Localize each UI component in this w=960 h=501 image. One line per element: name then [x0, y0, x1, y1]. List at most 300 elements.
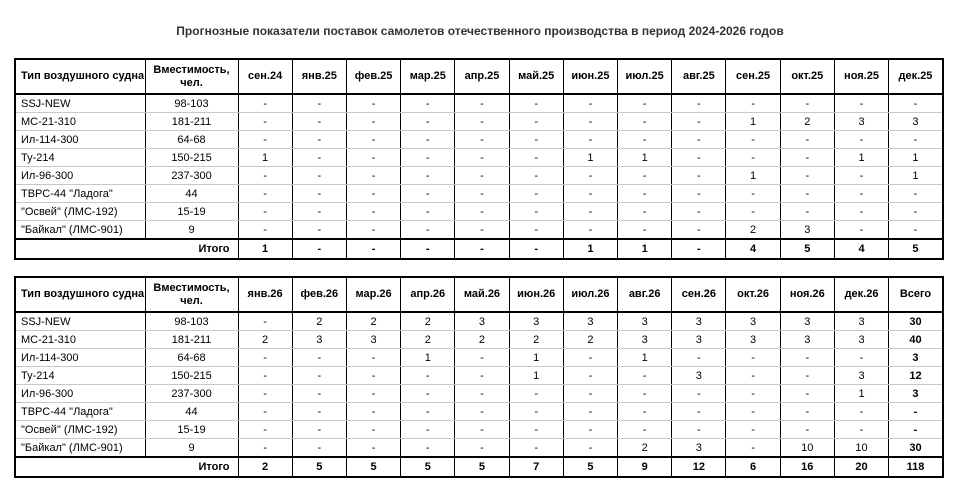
capacity-cell: 237-300: [145, 167, 238, 185]
aircraft-type-cell: МС-21-310: [15, 113, 145, 131]
value-cell: 3: [780, 331, 834, 349]
value-cell: 1: [889, 167, 943, 185]
value-cell: 3: [834, 331, 888, 349]
totals-row: [15, 457, 943, 477]
value-cell: 2: [401, 331, 455, 349]
header-row: [15, 277, 943, 312]
value-cell: -: [401, 439, 455, 458]
aircraft-type-cell: SSJ-NEW: [15, 312, 145, 331]
value-cell: -: [672, 221, 726, 240]
table-row: [15, 421, 943, 439]
value-cell: -: [455, 113, 509, 131]
value-cell: -: [346, 203, 400, 221]
table-row: [15, 203, 943, 221]
header-month: окт.25: [780, 59, 834, 94]
value-cell: -: [455, 421, 509, 439]
value-cell: -: [346, 385, 400, 403]
value-cell: -: [238, 131, 292, 149]
header-month: сен.25: [726, 59, 780, 94]
value-cell: -: [780, 185, 834, 203]
value-cell: -: [618, 94, 672, 113]
table-row: [15, 113, 943, 131]
header-row: [15, 59, 943, 94]
value-cell: -: [401, 385, 455, 403]
header-month: ноя.26: [780, 277, 834, 312]
total-cell: 6: [726, 457, 780, 477]
value-cell: -: [346, 94, 400, 113]
value-cell: -: [238, 221, 292, 240]
value-cell: 3: [834, 367, 888, 385]
value-cell: -: [509, 113, 563, 131]
value-cell: -: [726, 385, 780, 403]
header-month: апр.25: [455, 59, 509, 94]
value-cell: -: [618, 367, 672, 385]
value-cell: -: [346, 167, 400, 185]
table-row: [15, 131, 943, 149]
value-cell: -: [401, 131, 455, 149]
total-cell: 1: [238, 239, 292, 259]
value-cell: -: [672, 131, 726, 149]
value-cell: -: [726, 203, 780, 221]
row-total-cell: 3: [889, 349, 943, 367]
value-cell: -: [726, 149, 780, 167]
total-cell: 9: [618, 457, 672, 477]
total-cell: -: [455, 239, 509, 259]
value-cell: 1: [509, 349, 563, 367]
value-cell: -: [401, 167, 455, 185]
value-cell: -: [346, 367, 400, 385]
total-cell: -: [292, 239, 346, 259]
value-cell: -: [834, 421, 888, 439]
value-cell: -: [563, 167, 617, 185]
value-cell: -: [401, 203, 455, 221]
value-cell: -: [563, 94, 617, 113]
value-cell: 2: [455, 331, 509, 349]
value-cell: 10: [834, 439, 888, 458]
total-cell: 5: [455, 457, 509, 477]
value-cell: -: [292, 149, 346, 167]
capacity-cell: 44: [145, 403, 238, 421]
value-cell: -: [889, 94, 943, 113]
value-cell: -: [509, 385, 563, 403]
value-cell: 2: [726, 221, 780, 240]
total-cell: 5: [780, 239, 834, 259]
value-cell: -: [618, 421, 672, 439]
value-cell: -: [401, 403, 455, 421]
value-cell: -: [618, 113, 672, 131]
value-cell: -: [618, 185, 672, 203]
header-month: апр.26: [401, 277, 455, 312]
header-month: фев.26: [292, 277, 346, 312]
header-month: май.26: [455, 277, 509, 312]
total-cell: 12: [672, 457, 726, 477]
value-cell: -: [401, 221, 455, 240]
value-cell: -: [618, 131, 672, 149]
capacity-cell: 9: [145, 221, 238, 240]
value-cell: 3: [889, 113, 943, 131]
value-cell: 2: [618, 439, 672, 458]
value-cell: -: [509, 131, 563, 149]
value-cell: -: [726, 421, 780, 439]
aircraft-type-cell: Ту-214: [15, 149, 145, 167]
value-cell: -: [672, 349, 726, 367]
value-cell: -: [563, 385, 617, 403]
value-cell: 2: [780, 113, 834, 131]
header-month: июл.26: [563, 277, 617, 312]
header-month: фев.25: [346, 59, 400, 94]
value-cell: -: [726, 367, 780, 385]
value-cell: -: [238, 403, 292, 421]
row-total-cell: -: [889, 403, 943, 421]
capacity-cell: 98-103: [145, 94, 238, 113]
total-cell: 16: [780, 457, 834, 477]
totals-row: [15, 239, 943, 259]
capacity-cell: 64-68: [145, 131, 238, 149]
table-row: [15, 385, 943, 403]
value-cell: -: [455, 403, 509, 421]
value-cell: 3: [672, 312, 726, 331]
value-cell: -: [672, 403, 726, 421]
value-cell: 1: [618, 149, 672, 167]
value-cell: -: [726, 403, 780, 421]
value-cell: 3: [726, 331, 780, 349]
capacity-cell: 181-211: [145, 331, 238, 349]
value-cell: -: [780, 349, 834, 367]
value-cell: -: [346, 131, 400, 149]
value-cell: -: [292, 94, 346, 113]
value-cell: -: [292, 439, 346, 458]
total-cell: 5: [346, 457, 400, 477]
value-cell: 3: [672, 331, 726, 349]
value-cell: -: [780, 149, 834, 167]
value-cell: -: [455, 367, 509, 385]
value-cell: 1: [238, 149, 292, 167]
value-cell: -: [238, 439, 292, 458]
value-cell: -: [509, 221, 563, 240]
value-cell: -: [238, 312, 292, 331]
aircraft-type-cell: МС-21-310: [15, 331, 145, 349]
value-cell: -: [780, 385, 834, 403]
value-cell: -: [834, 203, 888, 221]
total-cell: 2: [238, 457, 292, 477]
header-month: янв.25: [292, 59, 346, 94]
total-cell: 1: [563, 239, 617, 259]
value-cell: -: [834, 167, 888, 185]
value-cell: -: [563, 403, 617, 421]
value-cell: -: [238, 185, 292, 203]
value-cell: -: [238, 349, 292, 367]
value-cell: -: [509, 203, 563, 221]
aircraft-type-cell: Ил-96-300: [15, 385, 145, 403]
value-cell: -: [455, 221, 509, 240]
value-cell: -: [563, 349, 617, 367]
total-cell: -: [672, 239, 726, 259]
value-cell: -: [834, 349, 888, 367]
table-row: [15, 331, 943, 349]
aircraft-type-cell: "Освей" (ЛМС-192): [15, 421, 145, 439]
value-cell: -: [509, 185, 563, 203]
row-total-cell: 30: [889, 312, 943, 331]
total-cell: 20: [834, 457, 888, 477]
header-month: июн.25: [563, 59, 617, 94]
value-cell: -: [780, 167, 834, 185]
value-cell: -: [780, 421, 834, 439]
value-cell: -: [780, 94, 834, 113]
value-cell: -: [346, 113, 400, 131]
value-cell: -: [238, 167, 292, 185]
value-cell: -: [238, 203, 292, 221]
capacity-cell: 181-211: [145, 113, 238, 131]
value-cell: 3: [726, 312, 780, 331]
total-cell: -: [401, 239, 455, 259]
value-cell: -: [455, 149, 509, 167]
header-month: мар.25: [401, 59, 455, 94]
total-cell: 5: [292, 457, 346, 477]
value-cell: -: [726, 349, 780, 367]
value-cell: -: [563, 185, 617, 203]
page-title: Прогнозные показатели поставок самолетов отечественного производства в период 2024-2026 годов: [176, 24, 784, 38]
value-cell: -: [346, 421, 400, 439]
table-row: [15, 185, 943, 203]
value-cell: -: [238, 421, 292, 439]
value-cell: -: [292, 167, 346, 185]
value-cell: 3: [672, 439, 726, 458]
value-cell: 1: [889, 149, 943, 167]
total-cell: 5: [889, 239, 943, 259]
value-cell: -: [618, 203, 672, 221]
value-cell: 3: [780, 312, 834, 331]
table-row: [15, 149, 943, 167]
value-cell: 1: [401, 349, 455, 367]
aircraft-type-cell: "Байкал" (ЛМС-901): [15, 439, 145, 458]
value-cell: -: [401, 149, 455, 167]
value-cell: 3: [563, 312, 617, 331]
value-cell: 1: [726, 167, 780, 185]
capacity-cell: 237-300: [145, 385, 238, 403]
value-cell: -: [672, 385, 726, 403]
value-cell: -: [563, 367, 617, 385]
total-cell: 4: [726, 239, 780, 259]
aircraft-type-cell: SSJ-NEW: [15, 94, 145, 113]
table-row: [15, 312, 943, 331]
value-cell: -: [455, 349, 509, 367]
value-cell: -: [346, 439, 400, 458]
header-month: сен.26: [672, 277, 726, 312]
value-cell: 2: [509, 331, 563, 349]
value-cell: -: [346, 221, 400, 240]
header-month: янв.26: [238, 277, 292, 312]
capacity-cell: 15-19: [145, 203, 238, 221]
total-cell: 1: [618, 239, 672, 259]
total-label: Итого: [15, 239, 238, 259]
aircraft-type-cell: Ил-114-300: [15, 349, 145, 367]
value-cell: 10: [780, 439, 834, 458]
header-month: авг.25: [672, 59, 726, 94]
row-total-cell: 30: [889, 439, 943, 458]
value-cell: -: [672, 94, 726, 113]
value-cell: -: [726, 131, 780, 149]
value-cell: 3: [292, 331, 346, 349]
value-cell: -: [455, 385, 509, 403]
value-cell: -: [834, 403, 888, 421]
value-cell: -: [509, 421, 563, 439]
capacity-cell: 98-103: [145, 312, 238, 331]
value-cell: -: [889, 203, 943, 221]
value-cell: -: [780, 131, 834, 149]
value-cell: -: [292, 113, 346, 131]
value-cell: 1: [563, 149, 617, 167]
capacity-cell: 15-19: [145, 421, 238, 439]
value-cell: -: [672, 203, 726, 221]
total-cell: 5: [401, 457, 455, 477]
value-cell: -: [726, 94, 780, 113]
header-month: авг.26: [618, 277, 672, 312]
value-cell: -: [834, 94, 888, 113]
header-month: окт.26: [726, 277, 780, 312]
value-cell: -: [780, 367, 834, 385]
header-month: май.25: [509, 59, 563, 94]
header-month: ноя.25: [834, 59, 888, 94]
value-cell: -: [563, 113, 617, 131]
value-cell: -: [672, 113, 726, 131]
value-cell: -: [292, 421, 346, 439]
value-cell: -: [726, 439, 780, 458]
header-capacity: Вместимость, чел.: [145, 277, 238, 312]
table-row: [15, 403, 943, 421]
value-cell: -: [889, 221, 943, 240]
value-cell: -: [238, 94, 292, 113]
deliveries-table-2026: [14, 276, 944, 478]
header-month: июл.25: [618, 59, 672, 94]
value-cell: 3: [455, 312, 509, 331]
value-cell: -: [780, 203, 834, 221]
value-cell: -: [563, 439, 617, 458]
header-capacity: Вместимость, чел.: [145, 59, 238, 94]
value-cell: 2: [292, 312, 346, 331]
value-cell: -: [618, 385, 672, 403]
value-cell: -: [455, 167, 509, 185]
value-cell: 1: [509, 367, 563, 385]
value-cell: -: [292, 185, 346, 203]
value-cell: 1: [834, 385, 888, 403]
header-aircraft-type: Тип воздушного судна: [15, 277, 145, 312]
table-row: [15, 367, 943, 385]
value-cell: -: [455, 94, 509, 113]
table-row: [15, 94, 943, 113]
header-aircraft-type: Тип воздушного судна: [15, 59, 145, 94]
value-cell: -: [292, 403, 346, 421]
aircraft-type-cell: ТВРС-44 "Ладога": [15, 403, 145, 421]
total-label: Итого: [15, 457, 238, 477]
value-cell: -: [618, 403, 672, 421]
header-month: дек.25: [889, 59, 943, 94]
value-cell: -: [780, 403, 834, 421]
value-cell: 2: [563, 331, 617, 349]
header-month: мар.26: [346, 277, 400, 312]
total-cell: -: [346, 239, 400, 259]
value-cell: -: [889, 131, 943, 149]
table-row: [15, 167, 943, 185]
value-cell: -: [509, 403, 563, 421]
value-cell: 3: [618, 331, 672, 349]
value-cell: -: [672, 167, 726, 185]
value-cell: -: [346, 349, 400, 367]
total-cell: 4: [834, 239, 888, 259]
value-cell: 3: [346, 331, 400, 349]
value-cell: 1: [834, 149, 888, 167]
header-month: Всего: [889, 277, 943, 312]
value-cell: -: [509, 94, 563, 113]
value-cell: -: [238, 367, 292, 385]
value-cell: -: [346, 185, 400, 203]
total-cell: 5: [563, 457, 617, 477]
value-cell: -: [509, 149, 563, 167]
capacity-cell: 150-215: [145, 149, 238, 167]
value-cell: -: [563, 203, 617, 221]
aircraft-type-cell: ТВРС-44 "Ладога": [15, 185, 145, 203]
capacity-cell: 64-68: [145, 349, 238, 367]
aircraft-type-cell: Ил-114-300: [15, 131, 145, 149]
row-total-cell: 40: [889, 331, 943, 349]
value-cell: -: [401, 367, 455, 385]
capacity-cell: 150-215: [145, 367, 238, 385]
value-cell: -: [563, 221, 617, 240]
value-cell: 2: [346, 312, 400, 331]
value-cell: -: [834, 131, 888, 149]
value-cell: -: [401, 113, 455, 131]
value-cell: 1: [726, 113, 780, 131]
total-cell: 7: [509, 457, 563, 477]
row-total-cell: 3: [889, 385, 943, 403]
aircraft-type-cell: "Байкал" (ЛМС-901): [15, 221, 145, 240]
value-cell: -: [834, 221, 888, 240]
value-cell: -: [509, 167, 563, 185]
value-cell: 3: [834, 312, 888, 331]
value-cell: -: [618, 167, 672, 185]
value-cell: -: [401, 94, 455, 113]
value-cell: -: [455, 203, 509, 221]
capacity-cell: 44: [145, 185, 238, 203]
value-cell: -: [726, 185, 780, 203]
value-cell: 2: [401, 312, 455, 331]
value-cell: 3: [618, 312, 672, 331]
aircraft-type-cell: "Освей" (ЛМС-192): [15, 203, 145, 221]
value-cell: -: [509, 439, 563, 458]
value-cell: -: [672, 421, 726, 439]
value-cell: -: [672, 149, 726, 167]
total-cell: -: [509, 239, 563, 259]
table-row: [15, 221, 943, 240]
aircraft-type-cell: Ил-96-300: [15, 167, 145, 185]
header-month: дек.26: [834, 277, 888, 312]
table-row: [15, 349, 943, 367]
value-cell: 1: [618, 349, 672, 367]
aircraft-type-cell: Ту-214: [15, 367, 145, 385]
row-total-cell: 12: [889, 367, 943, 385]
total-cell: 118: [889, 457, 943, 477]
value-cell: -: [563, 421, 617, 439]
value-cell: -: [889, 185, 943, 203]
value-cell: 3: [509, 312, 563, 331]
value-cell: -: [292, 203, 346, 221]
value-cell: -: [401, 185, 455, 203]
value-cell: -: [238, 385, 292, 403]
table-row: [15, 439, 943, 458]
value-cell: -: [292, 367, 346, 385]
value-cell: -: [292, 131, 346, 149]
value-cell: -: [455, 131, 509, 149]
value-cell: 2: [238, 331, 292, 349]
